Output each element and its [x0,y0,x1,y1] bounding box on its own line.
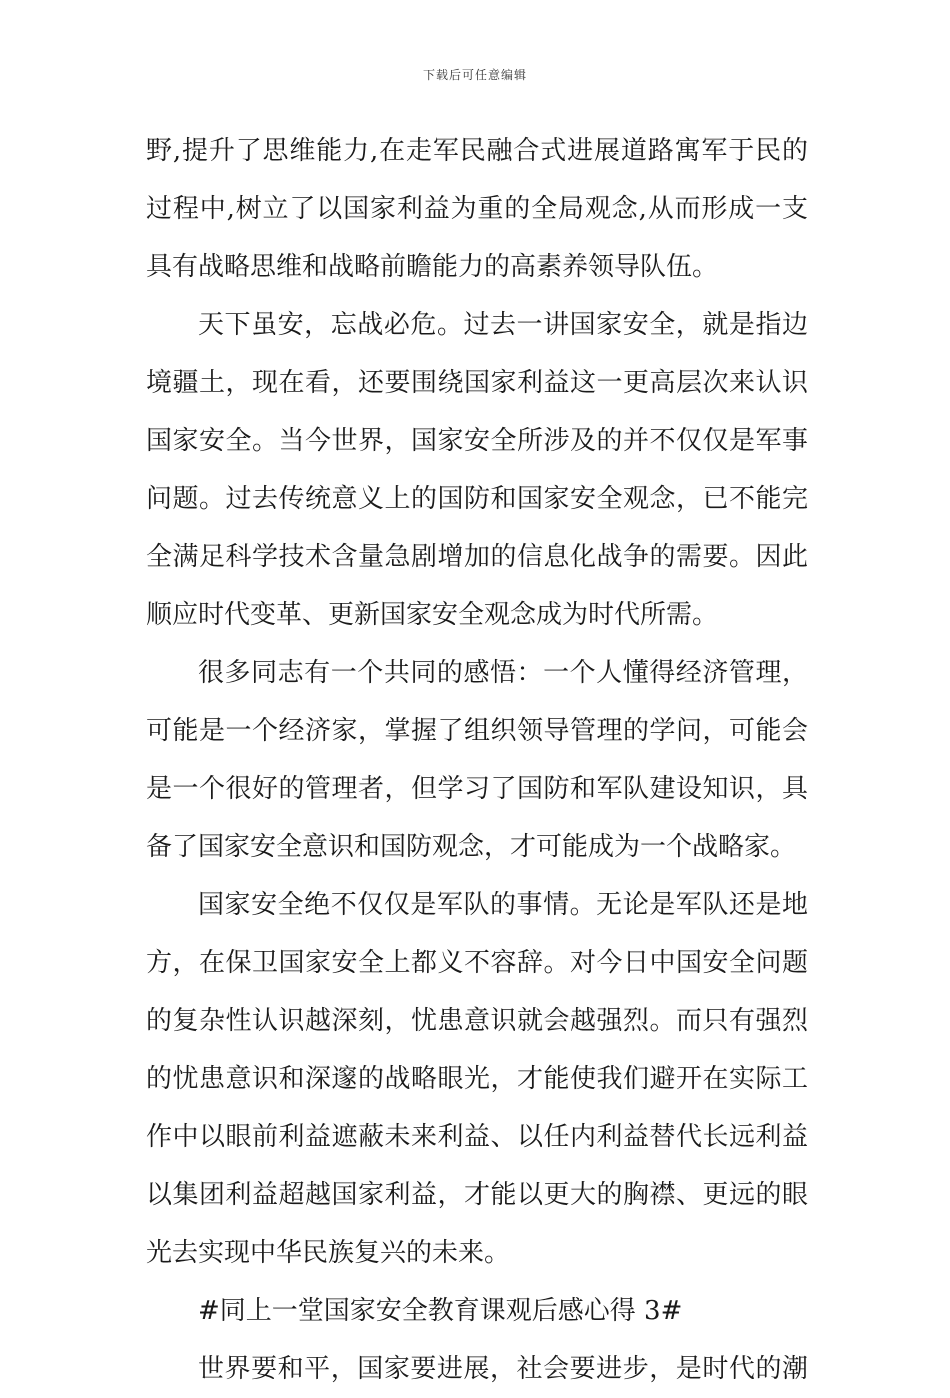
text-line: 境疆土，现在看，还要围绕国家利益这一更高层次来认识 [146,368,808,398]
paragraph-first-line: 国家安全绝不仅仅是军队的事情。无论是军队还是地 [198,890,808,920]
text-line: 全满足科学技术含量急剧增加的信息化战争的需要。因此 [146,542,808,572]
document-body [146,122,808,1398]
paragraph-first-line: 世界要和平，国家要进展，社会要进步，是时代的潮 [198,1354,808,1384]
text-line: 备了国家安全意识和国防观念，才可能成为一个战略家。 [146,832,797,862]
text-line: 可能是一个经济家，掌握了组织领导管理的学问，可能会 [146,716,808,746]
text-line: 过程中,树立了以国家利益为重的全局观念,从而形成一支 [146,194,808,224]
page-header: 下载后可任意编辑 [422,68,527,82]
paragraph-first-line: 很多同志有一个共同的感悟：一个人懂得经济管理， [198,658,808,688]
text-line: 以集团利益超越国家利益，才能以更大的胸襟、更远的眼 [146,1180,808,1210]
text-line: 方，在保卫国家安全上都义不容辞。对今日中国安全问题 [146,948,808,978]
text-line: 国家安全。当今世界，国家安全所涉及的并不仅仅是军事 [146,426,808,456]
text-line: 的复杂性认识越深刻，忧患意识就会越强烈。而只有强烈 [146,1006,808,1036]
text-line: 是一个很好的管理者，但学习了国防和军队建设知识，具 [146,774,808,804]
text-line: 顺应时代变革、更新国家安全观念成为时代所需。 [146,600,719,630]
text-line: 作中以眼前利益遮蔽未来利益、以任内利益替代长远利益 [146,1122,808,1152]
section-heading: #同上一堂国家安全教育课观后感心得 3# [198,1296,683,1326]
text-line: 的忧患意识和深邃的战略眼光，才能使我们避开在实际工 [146,1064,808,1094]
text-line: 问题。过去传统意义上的国防和国家安全观念，已不能完 [146,484,808,514]
paragraph-first-line: 天下虽安，忘战必危。过去一讲国家安全，就是指边 [198,310,808,340]
text-line: 具有战略思维和战略前瞻能力的高素养领导队伍。 [146,252,719,282]
text-line: 野,提升了思维能力,在走军民融合式进展道路寓军于民的 [146,136,808,166]
text-line: 光去实现中华民族复兴的未来。 [146,1238,511,1268]
